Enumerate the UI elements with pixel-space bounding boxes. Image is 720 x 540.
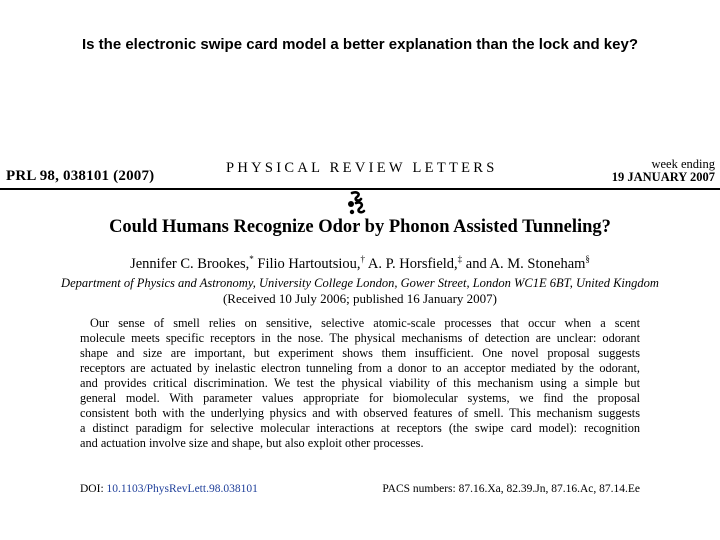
doi	[80, 483, 258, 495]
week-ending-label: week ending	[651, 157, 715, 171]
abstract	[80, 316, 640, 451]
pacs-numbers: PACS numbers: 87.16.Xa, 82.39.Jn, 87.16.Ac, 87.14.Ee	[382, 483, 640, 495]
abstract-line: receptors are actuated by inelastic electron tunneling from a donor to an acceptor mediated by the odorant,	[80, 361, 640, 375]
journal-citation: PRL 98, 038101 (2007)	[6, 168, 155, 184]
abstract-line: a distinct paradigm for selective molecular interactions at receptors (the swipe card model): recognition	[80, 421, 640, 435]
slide-title: Is the electronic swipe card model a better explanation than the lock and key?	[82, 36, 638, 53]
abstract-line: and provides critical discrimination. We test the physical viability of this mechanism using a simple but	[80, 376, 640, 390]
author-list	[0, 254, 720, 273]
author-name: A. P. Horsfield,	[367, 255, 458, 272]
abstract-line: Our sense of smell relies on sensitive, selective atomic-scale processes that occur when a scent	[90, 316, 640, 330]
abstract-line: shape and size are important, but experiment shows them insufficient. One novel proposal suggests	[80, 346, 640, 360]
abstract-line: general model. With parameter values appropriate for biomolecular systems, we find the proposal	[80, 391, 640, 405]
journal-name: PHYSICAL REVIEW LETTERS	[226, 160, 498, 176]
author-name: Filio Hartoutsiou,	[257, 255, 361, 272]
author-mark: *	[249, 254, 254, 264]
author-name: and A. M. Stoneham	[465, 255, 586, 272]
doi-link[interactable]: 10.1103/PhysRevLett.98.038101	[106, 483, 258, 495]
week-ending	[612, 158, 715, 184]
abstract-line: molecule meets specific receptors in the nose. The physical mechanisms of detection are unclear: odorant	[80, 331, 640, 345]
doi-label: DOI:	[80, 483, 104, 495]
abstract-line: consistent both with the underlying physics and with observed features of smell. This mechanism suggests	[80, 406, 640, 420]
affiliation: Department of Physics and Astronomy, University College London, Gower Street, London WC1E 6BT, United Kingdom	[61, 276, 659, 290]
author-mark: §	[585, 254, 590, 264]
author-name: Jennifer C. Brookes,	[130, 255, 250, 272]
week-ending-date: 19 JANUARY 2007	[611, 170, 715, 184]
aps-logo-icon	[343, 190, 369, 216]
author-mark: ‡	[457, 254, 463, 264]
author-mark: †	[360, 254, 366, 264]
paper-title: Could Humans Recognize Odor by Phonon Assisted Tunneling?	[109, 217, 611, 237]
paper-excerpt	[0, 150, 720, 510]
abstract-line: and actuation involve size and shape, but also exploit other processes.	[80, 436, 424, 450]
received-dates: (Received 10 July 2006; published 16 January 2007)	[222, 291, 498, 306]
